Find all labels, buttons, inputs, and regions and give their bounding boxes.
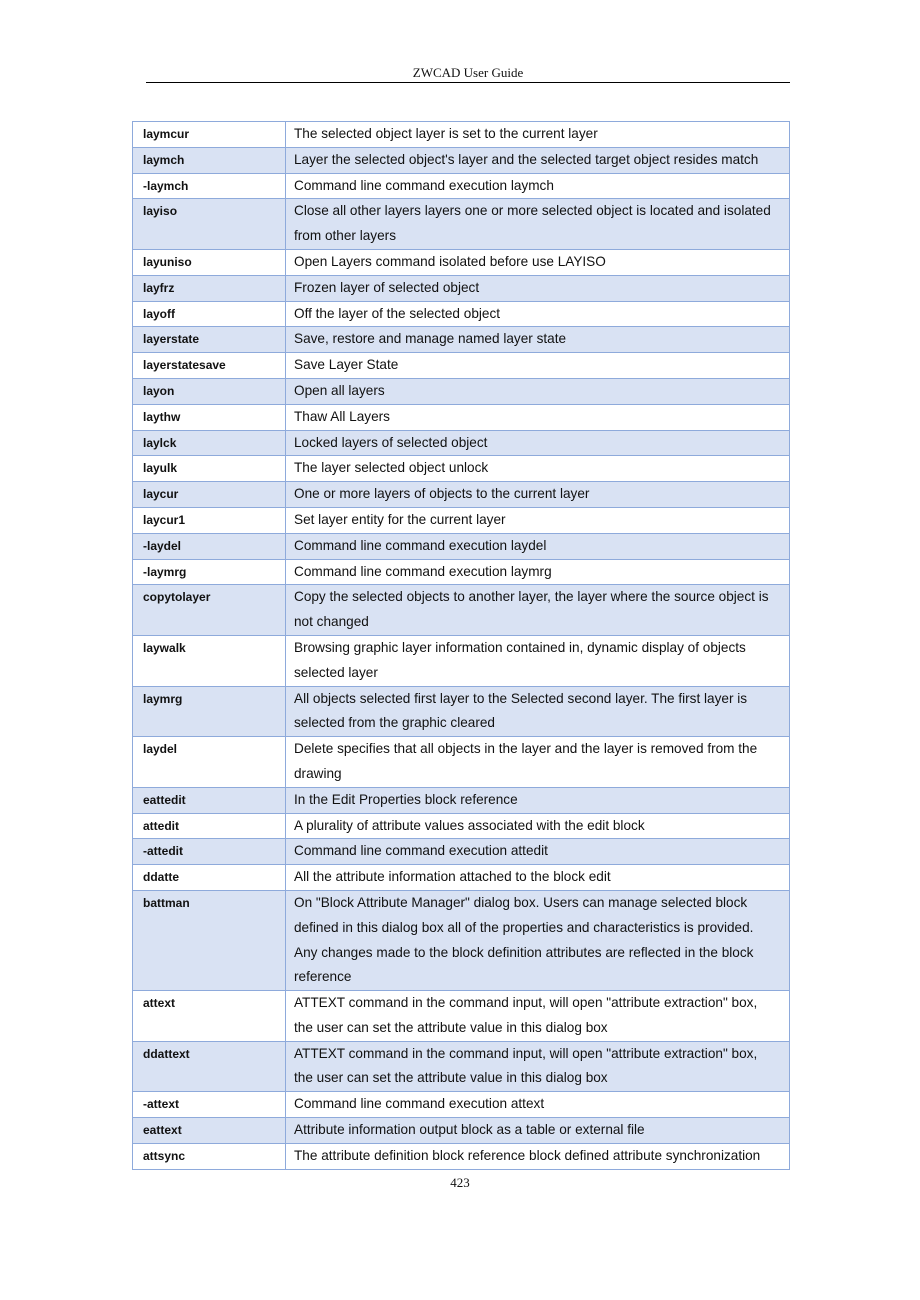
table-row bbox=[133, 327, 790, 353]
command-name-cell: battman bbox=[133, 890, 286, 990]
command-description-cell: Open Layers command isolated before use LAYISO bbox=[286, 249, 790, 275]
command-description-cell: In the Edit Properties block reference bbox=[286, 787, 790, 813]
command-description-cell: Command line command execution laydel bbox=[286, 533, 790, 559]
command-description-cell: Locked layers of selected object bbox=[286, 430, 790, 456]
command-name-cell: laywalk bbox=[133, 635, 286, 686]
command-name-cell: laylck bbox=[133, 430, 286, 456]
table-row bbox=[133, 249, 790, 275]
command-name-cell: laycur bbox=[133, 482, 286, 508]
command-table-body bbox=[133, 122, 790, 1170]
command-name-cell: layerstatesave bbox=[133, 353, 286, 379]
table-row bbox=[133, 533, 790, 559]
command-name-cell: layuniso bbox=[133, 249, 286, 275]
command-name-cell: ddatte bbox=[133, 865, 286, 891]
table-row bbox=[133, 559, 790, 585]
table-row bbox=[133, 635, 790, 686]
command-description-cell: Command line command execution laymch bbox=[286, 173, 790, 199]
command-description-cell: Copy the selected objects to another layer, the layer where the source object is not changed bbox=[286, 585, 790, 636]
table-row bbox=[133, 991, 790, 1042]
command-description-cell: Close all other layers layers one or more selected object is located and isolated from other layers bbox=[286, 199, 790, 250]
command-name-cell: layon bbox=[133, 378, 286, 404]
command-description-cell: One or more layers of objects to the current layer bbox=[286, 482, 790, 508]
table-row bbox=[133, 275, 790, 301]
command-description-cell: Save Layer State bbox=[286, 353, 790, 379]
command-description-cell: Off the layer of the selected object bbox=[286, 301, 790, 327]
table-row bbox=[133, 1143, 790, 1169]
command-name-cell: laymrg bbox=[133, 686, 286, 737]
table-row bbox=[133, 147, 790, 173]
command-name-cell: ddattext bbox=[133, 1041, 286, 1092]
command-name-cell: laycur1 bbox=[133, 507, 286, 533]
table-row bbox=[133, 737, 790, 788]
command-description-cell: Attribute information output block as a table or external file bbox=[286, 1118, 790, 1144]
table-row bbox=[133, 507, 790, 533]
command-name-cell: laydel bbox=[133, 737, 286, 788]
command-description-cell: Open all layers bbox=[286, 378, 790, 404]
command-description-cell: Layer the selected object's layer and the selected target object resides match bbox=[286, 147, 790, 173]
command-name-cell: laymcur bbox=[133, 122, 286, 148]
table-row bbox=[133, 1092, 790, 1118]
command-name-cell: -attext bbox=[133, 1092, 286, 1118]
command-name-cell: layerstate bbox=[133, 327, 286, 353]
command-description-cell: All the attribute information attached to the block edit bbox=[286, 865, 790, 891]
table-row bbox=[133, 1118, 790, 1144]
table-row bbox=[133, 122, 790, 148]
table-row bbox=[133, 353, 790, 379]
table-row bbox=[133, 378, 790, 404]
table-row bbox=[133, 430, 790, 456]
command-description-cell: Delete specifies that all objects in the layer and the layer is removed from the drawing bbox=[286, 737, 790, 788]
command-description-cell: Save, restore and manage named layer state bbox=[286, 327, 790, 353]
table-row bbox=[133, 686, 790, 737]
command-name-cell: -laydel bbox=[133, 533, 286, 559]
table-row bbox=[133, 1041, 790, 1092]
table-row bbox=[133, 865, 790, 891]
table-row bbox=[133, 404, 790, 430]
table-row bbox=[133, 839, 790, 865]
table-row bbox=[133, 813, 790, 839]
command-description-cell: Set layer entity for the current layer bbox=[286, 507, 790, 533]
table-row bbox=[133, 173, 790, 199]
page-number: 423 bbox=[450, 1175, 470, 1190]
command-description-cell: The attribute definition block reference block defined attribute synchronization bbox=[286, 1143, 790, 1169]
command-name-cell: layiso bbox=[133, 199, 286, 250]
command-description-cell: Frozen layer of selected object bbox=[286, 275, 790, 301]
command-description-cell: The layer selected object unlock bbox=[286, 456, 790, 482]
command-description-cell: On "Block Attribute Manager" dialog box. Users can manage selected block defined in this dialog box all of the properties and characteristics is provided. Any changes made to the block definition attributes are reflected in the block reference bbox=[286, 890, 790, 990]
table-row bbox=[133, 456, 790, 482]
command-name-cell: attsync bbox=[133, 1143, 286, 1169]
command-description-cell: Thaw All Layers bbox=[286, 404, 790, 430]
table-row bbox=[133, 890, 790, 990]
command-name-cell: laythw bbox=[133, 404, 286, 430]
command-description-cell: The selected object layer is set to the current layer bbox=[286, 122, 790, 148]
command-name-cell: layfrz bbox=[133, 275, 286, 301]
command-description-cell: ATTEXT command in the command input, will open "attribute extraction" box, the user can set the attribute value in this dialog box bbox=[286, 991, 790, 1042]
command-name-cell: eattext bbox=[133, 1118, 286, 1144]
command-description-cell: Browsing graphic layer information contained in, dynamic display of objects selected layer bbox=[286, 635, 790, 686]
command-name-cell: attedit bbox=[133, 813, 286, 839]
command-table bbox=[132, 121, 790, 1170]
command-name-cell: -laymch bbox=[133, 173, 286, 199]
command-description-cell: A plurality of attribute values associated with the edit block bbox=[286, 813, 790, 839]
command-name-cell: copytolayer bbox=[133, 585, 286, 636]
table-row bbox=[133, 585, 790, 636]
command-name-cell: -attedit bbox=[133, 839, 286, 865]
command-description-cell: Command line command execution attext bbox=[286, 1092, 790, 1118]
table-row bbox=[133, 787, 790, 813]
table-row bbox=[133, 482, 790, 508]
command-name-cell: laymch bbox=[133, 147, 286, 173]
command-name-cell: layoff bbox=[133, 301, 286, 327]
command-description-cell: ATTEXT command in the command input, will open "attribute extraction" box, the user can set the attribute value in this dialog box bbox=[286, 1041, 790, 1092]
command-name-cell: attext bbox=[133, 991, 286, 1042]
command-name-cell: -laymrg bbox=[133, 559, 286, 585]
command-name-cell: layulk bbox=[133, 456, 286, 482]
command-name-cell: eattedit bbox=[133, 787, 286, 813]
command-description-cell: All objects selected first layer to the Selected second layer. The first layer is selected from the graphic cleared bbox=[286, 686, 790, 737]
command-description-cell: Command line command execution laymrg bbox=[286, 559, 790, 585]
command-description-cell: Command line command execution attedit bbox=[286, 839, 790, 865]
table-row bbox=[133, 301, 790, 327]
page-header: ZWCAD User Guide bbox=[146, 66, 790, 83]
table-row bbox=[133, 199, 790, 250]
